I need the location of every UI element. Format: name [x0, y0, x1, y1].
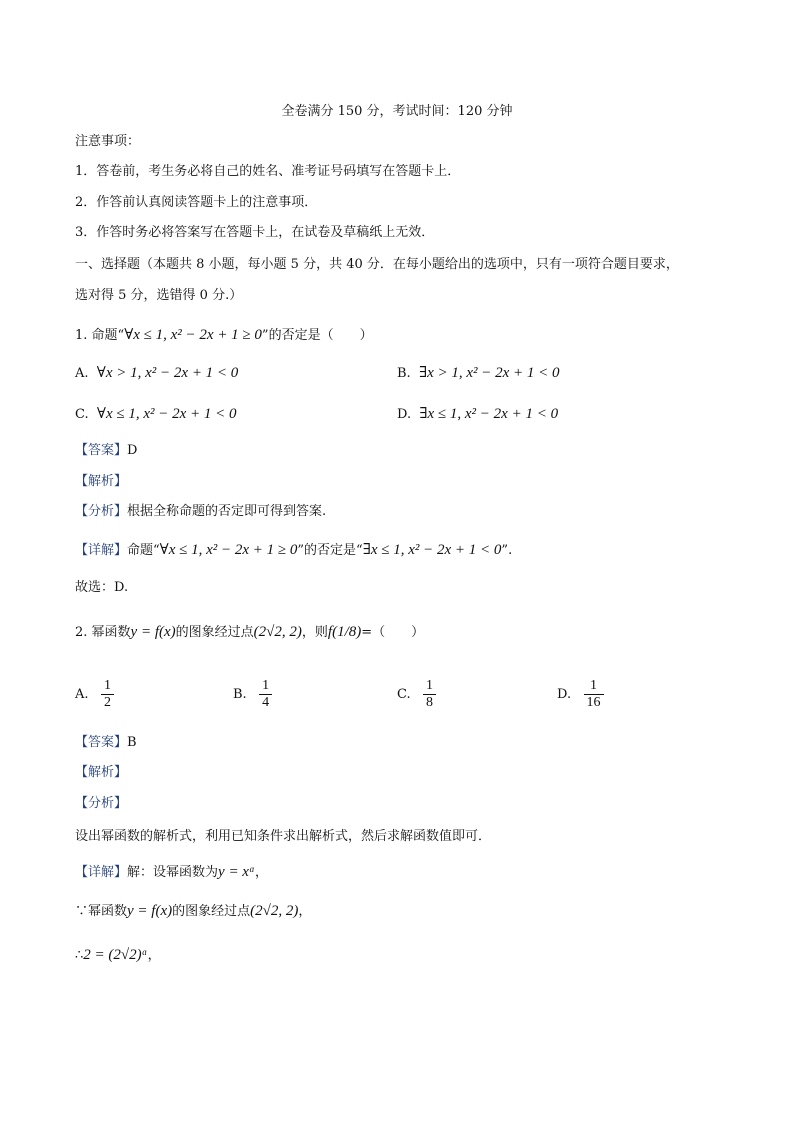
- question-2-stem: 2. 幂函数y = f(x)的图象经过点(2√2, 2)，则f(1/8)=（ ）: [75, 624, 425, 640]
- section-heading: 一、选择题（本题共 8 小题，每小题 5 分，共 40 分．在每小题给出的选项中，只有一项符合题目要求，: [75, 257, 679, 272]
- answer-tag: 【答案】: [75, 443, 128, 458]
- option-b: B. ∃x > 1, x² − 2x + 1 < 0: [397, 365, 560, 381]
- question-1-stem: 1. 命题“∀x ≤ 1, x² − 2x + 1 ≥ 0”的否定是（ ）: [75, 327, 373, 343]
- fenxi-line: 【分析】根据全称命题的否定即可得到答案.: [75, 504, 327, 519]
- option-c: C. $\frac{1}{8}$: [397, 678, 436, 711]
- answer-tag: 【答案】: [75, 735, 128, 750]
- section-heading-cont: 选对得 5 分，选错得 0 分.）: [75, 288, 243, 303]
- answer-value: D: [127, 443, 138, 458]
- note-item: 1．答卷前，考生务必将自己的姓名、准考证号码填写在答题卡上．: [75, 164, 461, 179]
- option-a: A. ∀x > 1, x² − 2x + 1 < 0: [75, 365, 239, 381]
- option-a: A. $\frac{1}{2}$: [75, 678, 114, 711]
- option-d: D. ∃x ≤ 1, x² − 2x + 1 < 0: [397, 406, 559, 422]
- note-item: 2．作答前认真阅读答题卡上的注意事项．: [75, 195, 318, 210]
- therefore-line: ∴2 = (2√2)ᵅ，: [75, 947, 161, 963]
- because-line: ∵幂函数y = f(x)的图象经过点(2√2, 2)，: [75, 903, 312, 919]
- analysis-tag: 【解析】: [75, 765, 128, 780]
- option-b: B. $\frac{1}{4}$: [233, 678, 272, 711]
- option-d: D. $\frac{1}{16}$: [557, 678, 604, 711]
- choose-line: 故选：D.: [75, 580, 129, 595]
- note-item: 3．作答时务必将答案写在答题卡上，在试卷及草稿纸上无效．: [75, 225, 435, 240]
- answer-line: [75, 442, 137, 460]
- notes-title: 注意事项：: [75, 134, 141, 149]
- answer-value: B: [127, 735, 137, 750]
- fenxi-tag: 【分析】: [75, 796, 128, 811]
- analysis-tag: 【解析】: [75, 474, 128, 489]
- question-1-formula: ∀x ≤ 1, x² − 2x + 1 ≥ 0: [124, 327, 262, 343]
- detail-line: 【详解】解：设幂函数为y = xᵅ，: [75, 864, 268, 880]
- fenxi-text: 设出幂函数的解析式，利用已知条件求出解析式，然后求解函数值即可．: [75, 829, 492, 844]
- detail-line: 【详解】命题“∀x ≤ 1, x² − 2x + 1 ≥ 0”的否定是“∃x ≤ 1, x² − 2x + 1 < 0”.: [75, 542, 513, 558]
- option-c: C. ∀x ≤ 1, x² − 2x + 1 < 0: [75, 406, 237, 422]
- answer-line: [75, 734, 137, 752]
- page-title: 全卷满分 150 分，考试时间：120 分钟: [281, 104, 513, 119]
